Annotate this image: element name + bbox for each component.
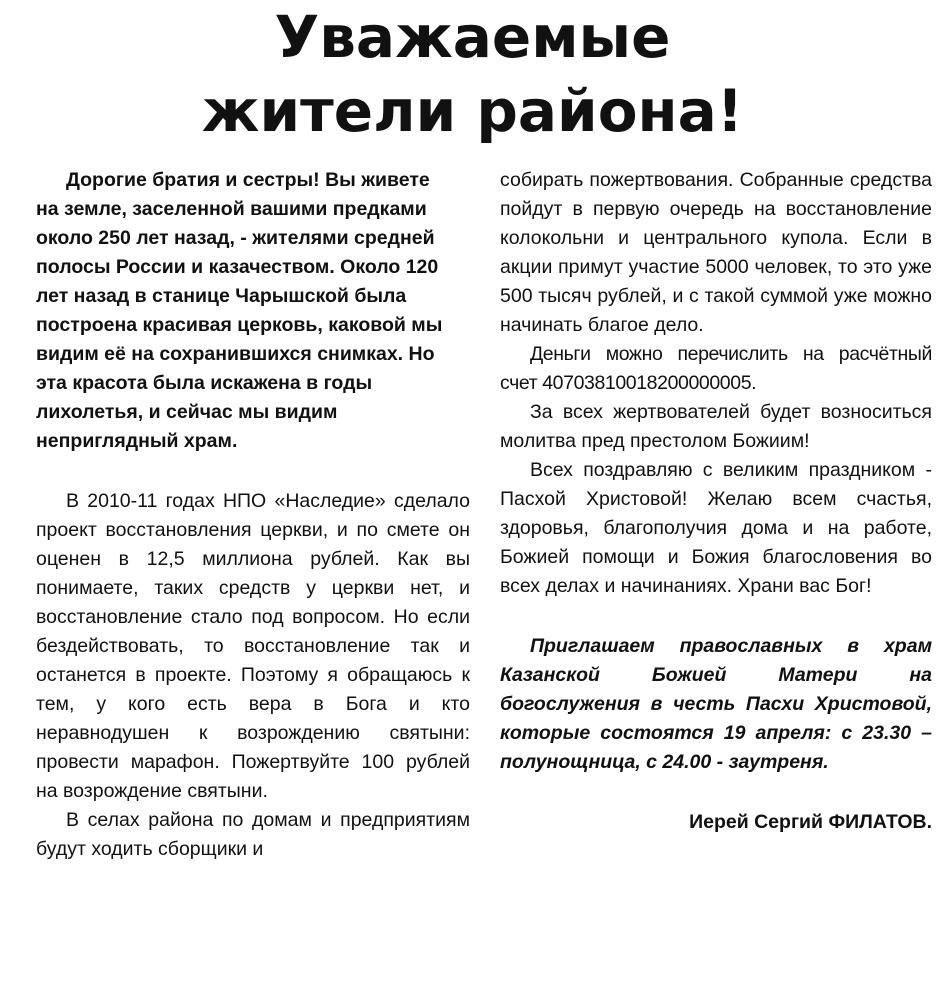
headline [0,0,945,148]
author-signature: Иерей Сергий ФИЛАТОВ. [689,811,932,833]
paragraph-spacer [500,601,932,632]
left-column [36,166,470,864]
paragraph-spacer [500,777,932,808]
body-paragraph-account: Деньги можно перечислить на расчётный счет 40703810018200000005. [500,343,932,394]
body-paragraph-collectors-end: собирать пожертвования. Собранные средства пойдут в первую очередь на восстановление колокольни и центрального купола. Если в акции примут участие 5000 человек, то это уже 500 тысяч рублей, и с такой суммой уже можно начинать благое дело. [500,169,932,336]
invitation-paragraph: Приглашаем православных в храм Казанской Божией Матери на богослужения в честь Пасхи Христовой, которые состоятся 19 апреля: с 23.30 – полунощница, с 24.00 - заутреня. [500,635,932,773]
body-paragraph-prayer: За всех жертвователей будет возноситься молитва пред престолом Божиим! [500,401,932,452]
headline-line-1: Уважаемые [274,3,671,71]
body-paragraph-greeting: Всех поздравляю с великим праздником - Пасхой Христовой! Желаю всем счастья, здоровья, благополучия дома и на работе, Божией помощи и Божия благословения во всех делах и начинаниях. Храни вас Бог! [500,459,932,597]
headline-line-2: жители района! [201,77,744,145]
paragraph-spacer [36,456,470,487]
lead-paragraph: Дорогие братия и сестры! Вы живете на земле, заселенной вашими предками около 250 лет назад, - жителями средней полосы России и казачеством. Около 120 лет назад в станице Чарышской была построена красивая церковь, каковой мы видим её на сохранившихся снимках. Но эта красота была искажена в годы лихолетья, и сейчас мы видим неприглядный храм. [36,169,443,452]
body-paragraph-project: В 2010-11 годах НПО «Наследие» сделало проект восстановления церкви, и по смете он оценен в 12,5 миллиона рублей. Как вы понимаете, таких средств у церкви нет, и восстановление стало под вопросом. Но если бездействовать, то восстановление так и останется в проекте. Поэтому я обращаюсь к тем, у кого есть вера в Бога и кто неравнодушен к возрождению святыни: провести марафон. Пожертвуйте 100 рублей на возрождение святыни. [36,490,470,802]
body-paragraph-collectors-start: В селах района по домам и предприятиям будут ходить сборщики и [36,809,470,860]
right-column [500,166,932,837]
